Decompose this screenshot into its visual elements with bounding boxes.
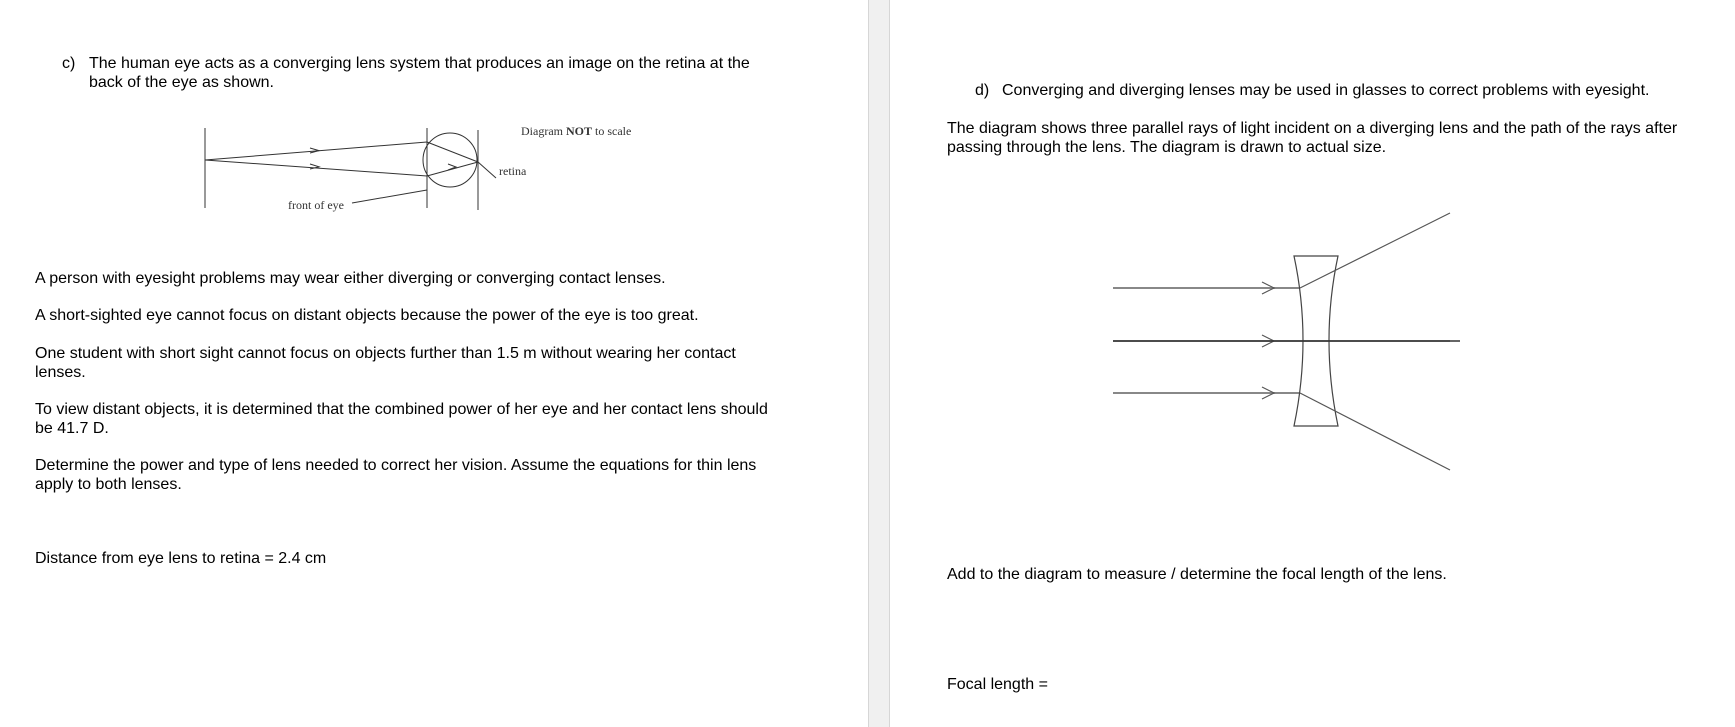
front-of-eye-label: front of eye [288,198,344,212]
part-c-text-line2: back of the eye as shown. [89,74,274,91]
right-page [890,0,1735,727]
part-d-text: Converging and diverging lenses may be used in glasses to correct problems with eyesight. [1002,82,1650,99]
paragraph-student-line2: lenses. [35,364,86,381]
part-d-marker: d) [975,82,990,99]
instruction-text: Add to the diagram to measure / determine the focal length of the lens. [947,566,1447,583]
paragraph-combined-power-line2: be 41.7 D. [35,420,109,437]
intro-line2: passing through the lens. The diagram is drawn to actual size. [947,139,1387,156]
intro-line1: The diagram shows three parallel rays of light incident on a diverging lens and the path of the rays after [947,120,1678,137]
focal-length-label: Focal length = [947,676,1048,693]
paragraph-determine-line1: Determine the power and type of lens needed to correct her vision. Assume the equations for thin lens [35,457,757,474]
diverging-lens-diagram [1100,200,1460,480]
distance-eye-lens-retina: Distance from eye lens to retina = 2.4 cm [35,550,327,567]
retina-label: retina [499,164,527,178]
part-c-marker: c) [62,55,76,72]
paragraph-student-line1: One student with short sight cannot focus on objects further than 1.5 m without wearing her contact [35,345,736,362]
diagram-not-to-scale-note: Diagram NOT to scale [521,124,632,138]
paragraph-contact-lenses: A person with eyesight problems may wear either diverging or converging contact lenses. [35,270,666,287]
part-c-text-line1: The human eye acts as a converging lens system that produces an image on the retina at the [89,55,750,72]
paragraph-short-sighted: A short-sighted eye cannot focus on distant objects because the power of the eye is too great. [35,307,699,324]
paragraph-determine-line2: apply to both lenses. [35,476,182,493]
paragraph-combined-power-line1: To view distant objects, it is determined that the combined power of her eye and her contact lens should [35,401,768,418]
page-gutter [868,0,890,727]
